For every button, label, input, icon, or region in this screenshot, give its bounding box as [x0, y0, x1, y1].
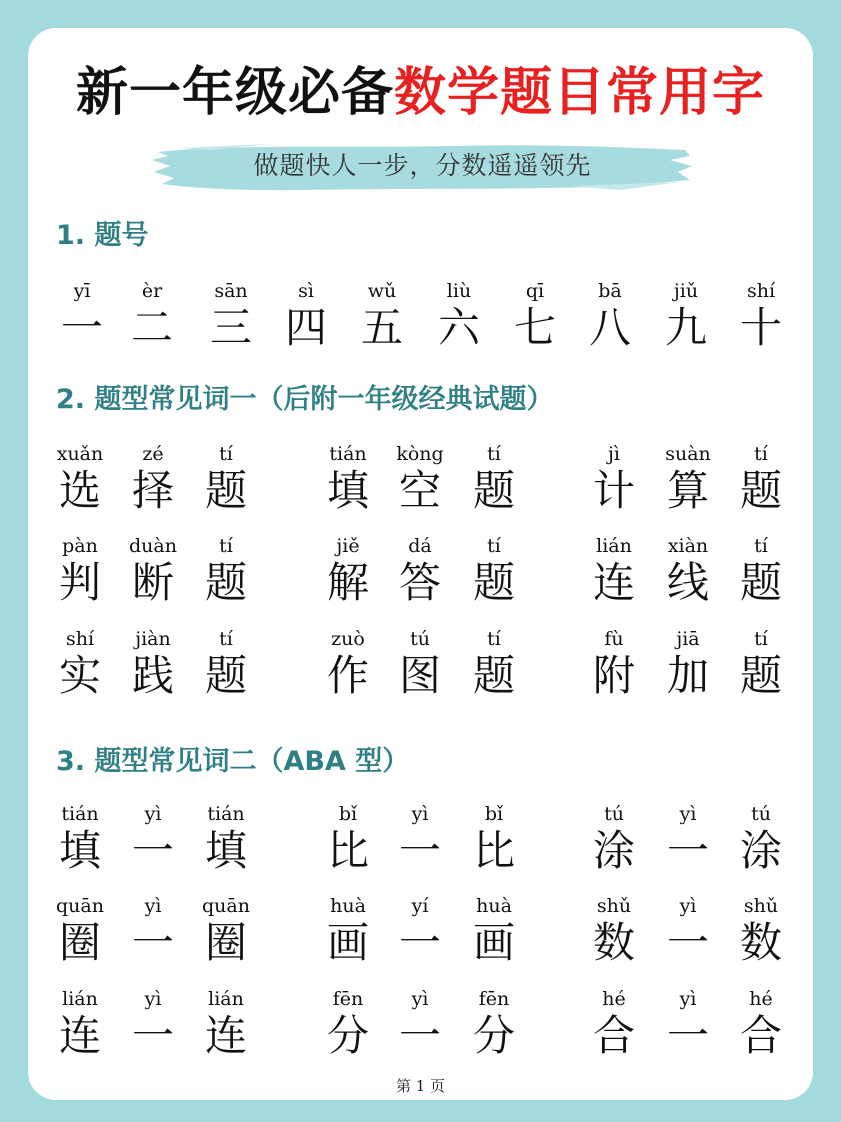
pinyin-label: kòng — [396, 443, 444, 465]
section-3-heading: 3. 题型常见词二（ABA 型） — [56, 746, 410, 777]
pinyin-label: sān — [214, 280, 248, 302]
hanzi-character: 一 — [131, 1011, 174, 1060]
character-item — [444, 534, 544, 608]
pinyin-label: shǔ — [596, 895, 632, 917]
hanzi-character: 合 — [739, 1011, 782, 1060]
hanzi-character: 图 — [398, 651, 441, 700]
hanzi-character: 算 — [666, 466, 709, 515]
pinyin-label: lián — [208, 988, 244, 1010]
pinyin-label: tián — [61, 803, 99, 825]
hanzi-character: 题 — [472, 558, 515, 607]
pinyin-label: tú — [604, 803, 624, 825]
hanzi-character: 分 — [326, 1011, 369, 1060]
pinyin-label: quān — [56, 895, 104, 917]
pinyin-label: jì — [608, 443, 620, 465]
pinyin-label: yì — [411, 988, 429, 1010]
hanzi-character: 一 — [666, 826, 709, 875]
hanzi-character: 连 — [58, 1011, 101, 1060]
pinyin-label: tí — [219, 443, 233, 465]
hanzi-character: 判 — [58, 558, 101, 607]
hanzi-character: 题 — [739, 558, 782, 607]
character-item — [176, 442, 276, 516]
hanzi-character: 比 — [472, 826, 515, 875]
hanzi-character: 一 — [398, 826, 441, 875]
page-title — [0, 58, 841, 128]
hanzi-character: 题 — [204, 558, 247, 607]
hanzi-character: 一 — [398, 918, 441, 967]
pinyin-label: yì — [144, 895, 162, 917]
title-black-part: 新一年级必备 — [75, 63, 394, 123]
character-item — [711, 987, 811, 1061]
pinyin-label: jiā — [676, 628, 700, 650]
pinyin-label: bǐ — [338, 803, 358, 825]
hanzi-character: 题 — [472, 466, 515, 515]
pinyin-label: zé — [142, 443, 164, 465]
pinyin-label: xiàn — [667, 535, 709, 557]
pinyin-label: lián — [596, 535, 632, 557]
pinyin-label: xuǎn — [56, 443, 104, 465]
hanzi-character: 八 — [588, 303, 631, 352]
hanzi-character: 题 — [472, 651, 515, 700]
hanzi-character: 断 — [131, 558, 174, 607]
character-item — [711, 894, 811, 968]
hanzi-character: 择 — [131, 466, 174, 515]
hanzi-character: 实 — [58, 651, 101, 700]
pinyin-label: suàn — [665, 443, 711, 465]
character-item — [444, 627, 544, 701]
pinyin-label: quān — [202, 895, 250, 917]
character-item — [444, 442, 544, 516]
pinyin-label: liù — [446, 280, 472, 302]
section-2-heading: 2. 题型常见词一（后附一年级经典试题） — [56, 384, 554, 415]
hanzi-character: 画 — [326, 918, 369, 967]
hanzi-character: 填 — [204, 826, 247, 875]
hanzi-character: 分 — [472, 1011, 515, 1060]
character-item — [176, 627, 276, 701]
pinyin-label: pàn — [62, 535, 98, 557]
pinyin-label: tí — [754, 443, 768, 465]
hanzi-character: 一 — [131, 918, 174, 967]
pinyin-label: tián — [329, 443, 367, 465]
hanzi-character: 一 — [666, 918, 709, 967]
character-item — [176, 987, 276, 1061]
pinyin-label: yì — [679, 895, 697, 917]
pinyin-label: jiě — [336, 535, 360, 557]
pinyin-label: bǐ — [484, 803, 504, 825]
pinyin-label: tí — [754, 535, 768, 557]
pinyin-label: tú — [410, 628, 430, 650]
hanzi-character: 涂 — [739, 826, 782, 875]
pinyin-label: yí — [411, 895, 429, 917]
hanzi-character: 填 — [326, 466, 369, 515]
pinyin-label: tí — [754, 628, 768, 650]
pinyin-label: hé — [749, 988, 773, 1010]
pinyin-label: huà — [476, 895, 512, 917]
pinyin-label: tián — [207, 803, 245, 825]
character-item — [176, 894, 276, 968]
pinyin-label: yì — [679, 988, 697, 1010]
pinyin-label: yì — [144, 988, 162, 1010]
pinyin-label: tí — [487, 443, 501, 465]
character-item — [444, 802, 544, 876]
hanzi-character: 涂 — [592, 826, 635, 875]
character-item — [444, 894, 544, 968]
hanzi-character: 作 — [326, 651, 369, 700]
pinyin-label: duàn — [129, 535, 177, 557]
hanzi-character: 题 — [204, 466, 247, 515]
pinyin-label: tú — [751, 803, 771, 825]
pinyin-label: hé — [602, 988, 626, 1010]
character-item — [711, 442, 811, 516]
pinyin-label: huà — [330, 895, 366, 917]
pinyin-label: zuò — [331, 628, 365, 650]
hanzi-character: 六 — [437, 303, 480, 352]
pinyin-label: tí — [219, 535, 233, 557]
hanzi-character: 三 — [209, 303, 252, 352]
hanzi-character: 二 — [130, 303, 173, 352]
hanzi-character: 题 — [204, 651, 247, 700]
pinyin-label: yì — [411, 803, 429, 825]
pinyin-label: bā — [598, 280, 622, 302]
hanzi-character: 合 — [592, 1011, 635, 1060]
hanzi-character: 九 — [664, 303, 707, 352]
hanzi-character: 空 — [398, 466, 441, 515]
hanzi-character: 填 — [58, 826, 101, 875]
hanzi-character: 五 — [360, 303, 403, 352]
pinyin-label: qī — [525, 280, 545, 302]
pinyin-label: yì — [144, 803, 162, 825]
hanzi-character: 圈 — [204, 918, 247, 967]
pinyin-label: tí — [219, 628, 233, 650]
hanzi-character: 一 — [131, 826, 174, 875]
hanzi-character: 数 — [739, 918, 782, 967]
pinyin-label: fēn — [332, 988, 364, 1010]
title-red-part: 数学题目常用字 — [394, 63, 766, 123]
hanzi-character: 附 — [592, 651, 635, 700]
hanzi-character: 连 — [204, 1011, 247, 1060]
pinyin-label: wǔ — [367, 280, 397, 302]
hanzi-character: 一 — [666, 1011, 709, 1060]
pinyin-label: tí — [487, 535, 501, 557]
hanzi-character: 比 — [326, 826, 369, 875]
hanzi-character: 画 — [472, 918, 515, 967]
pinyin-label: jiàn — [135, 628, 171, 650]
pinyin-label: shǔ — [743, 895, 779, 917]
pinyin-label: èr — [141, 280, 163, 302]
character-item — [711, 279, 811, 353]
pinyin-label: sì — [298, 280, 314, 302]
hanzi-character: 一 — [60, 303, 103, 352]
pinyin-label: lián — [62, 988, 98, 1010]
hanzi-character: 十 — [739, 303, 782, 352]
subtitle: 做题快人一步，分数遥遥领先 — [253, 151, 592, 180]
pinyin-label: tí — [487, 628, 501, 650]
character-item — [711, 802, 811, 876]
pinyin-label: dá — [408, 535, 432, 557]
character-item — [711, 534, 811, 608]
hanzi-character: 选 — [58, 466, 101, 515]
hanzi-character: 践 — [131, 651, 174, 700]
hanzi-character: 四 — [284, 303, 327, 352]
hanzi-character: 圈 — [58, 918, 101, 967]
character-item — [444, 987, 544, 1061]
hanzi-character: 题 — [739, 651, 782, 700]
section-1-heading: 1. 题号 — [56, 220, 149, 251]
page-number: 第 1 页 — [395, 1077, 446, 1095]
pinyin-label: yī — [73, 280, 91, 302]
hanzi-character: 解 — [326, 558, 369, 607]
hanzi-character: 一 — [398, 1011, 441, 1060]
hanzi-character: 七 — [513, 303, 556, 352]
pinyin-label: shí — [746, 280, 776, 302]
character-item — [176, 534, 276, 608]
hanzi-character: 题 — [739, 466, 782, 515]
pinyin-label: jiǔ — [673, 280, 699, 302]
hanzi-character: 数 — [592, 918, 635, 967]
hanzi-character: 答 — [398, 558, 441, 607]
hanzi-character: 线 — [666, 558, 709, 607]
pinyin-label: shí — [65, 628, 95, 650]
hanzi-character: 计 — [592, 466, 635, 515]
character-item — [176, 802, 276, 876]
pinyin-label: fù — [604, 628, 624, 650]
character-item — [711, 627, 811, 701]
hanzi-character: 加 — [666, 651, 709, 700]
hanzi-character: 连 — [592, 558, 635, 607]
pinyin-label: fēn — [478, 988, 510, 1010]
pinyin-label: yì — [679, 803, 697, 825]
